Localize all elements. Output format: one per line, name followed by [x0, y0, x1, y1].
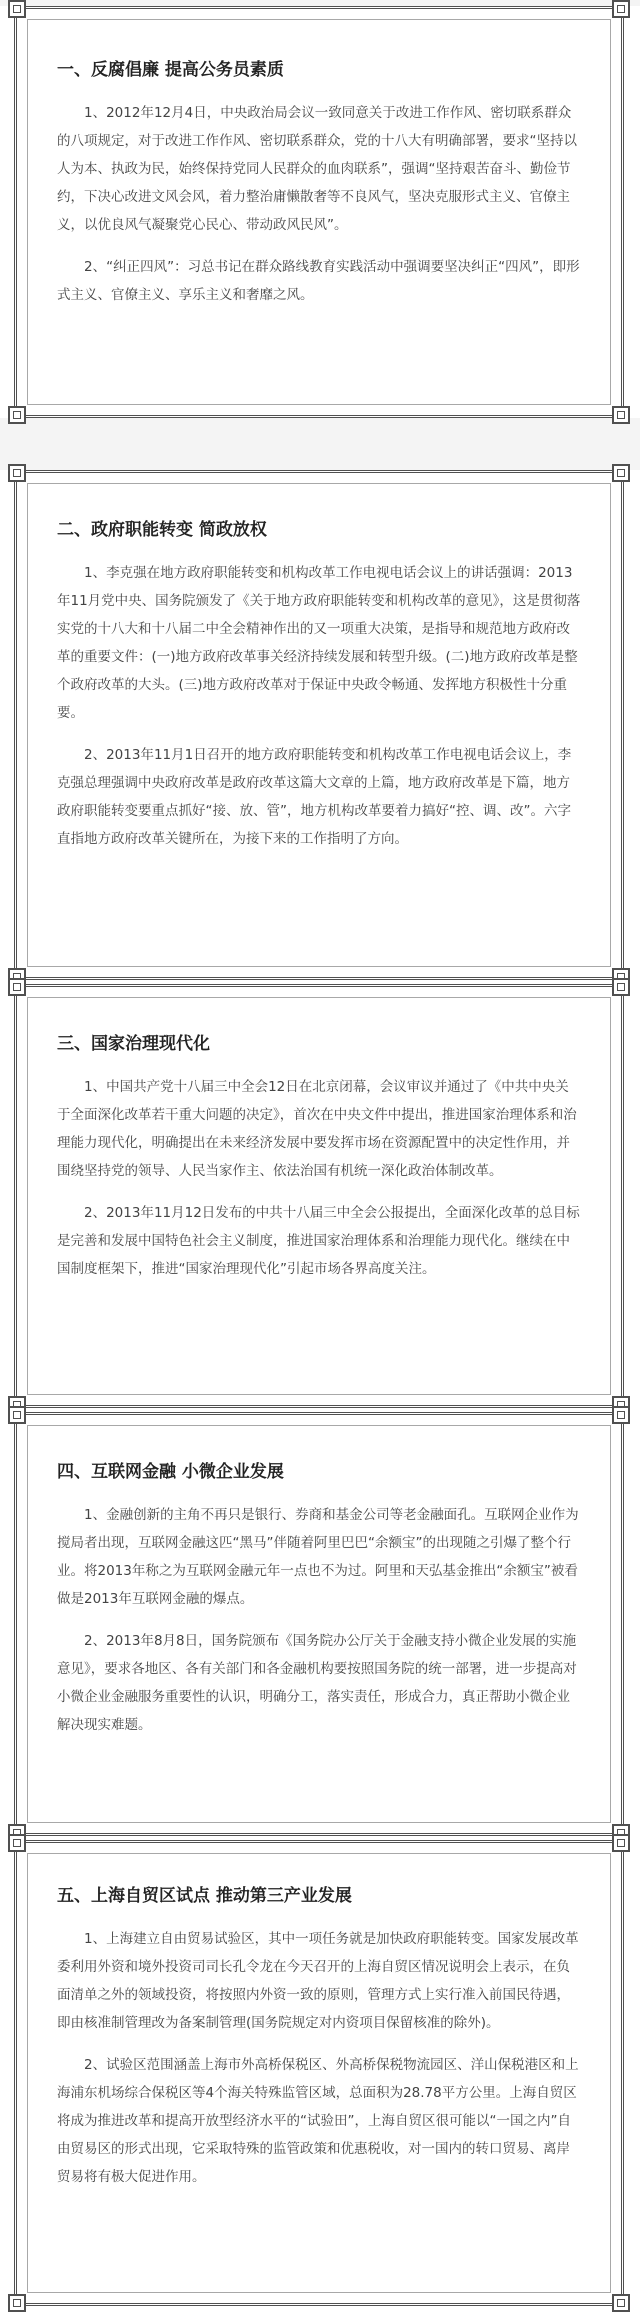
section-panel-national-governance — [14, 984, 624, 1408]
corner-ornament — [8, 1834, 26, 1852]
corner-ornament — [612, 1834, 630, 1852]
section-panel-internet-finance — [14, 1412, 624, 1836]
section-panel-shanghai-ftz — [14, 1840, 624, 2306]
corner-ornament — [8, 464, 26, 482]
corner-ornament — [8, 406, 26, 424]
section-panel-government-function — [14, 470, 624, 980]
section-paragraph: 2、2013年11月1日召开的地方政府职能转变和机构改革工作电视电话会议上，李克强总理强调中央政府改革是政府改革这篇大文章的上篇，地方政府改革是下篇，地方政府职能转变要重点抓好“接、放、管”，地方机构改革要着力搞好“控、调、改”。六字直指地方政府改革关键所在，为接下来的工作指明了方向。 — [57, 747, 572, 848]
section-panel-anti-corruption — [14, 6, 624, 418]
corner-ornament — [8, 0, 26, 18]
section-title: 一、反腐倡廉 提高公务员素质 — [57, 60, 284, 80]
section-paragraph: 1、上海建立自由贸易试验区，其中一项任务就是加快政府职能转变。国家发展改革委利用外资和境外投资司司长孔令龙在今天召开的上海自贸区情况说明会上表示，在负面清单之外的领域投资，将按照内外资一致的原则，管理方式上实行准入前国民待遇，即由核准制管理改为备案制管理(国务院规定对内资项目保留核准的除外)。 — [57, 1931, 579, 2032]
corner-ornament — [8, 1406, 26, 1424]
section-title: 三、国家治理现代化 — [57, 1034, 210, 1054]
corner-ornament — [8, 2294, 26, 2312]
section-title: 五、上海自贸区试点 推动第三产业发展 — [57, 1886, 352, 1906]
corner-ornament — [612, 406, 630, 424]
section-gap — [0, 418, 640, 470]
section-paragraph: 1、中国共产党十八届三中全会12日在北京闭幕，会议审议并通过了《中共中央关于全面深化改革若干重大问题的决定》，首次在中央文件中提出，推进国家治理体系和治理能力现代化，明确提出在未来经济发展中要发挥市场在资源配置中的决定性作用，并围绕坚持党的领导、人民当家作主、依法治国有机统一深化政治体制改革。 — [57, 1079, 577, 1180]
section-paragraph: 1、李克强在地方政府职能转变和机构改革工作电视电话会议上的讲话强调：2013年11月党中央、国务院颁发了《关于地方政府职能转变和机构改革的意见》，这是贯彻落实党的十八大和十八届二中全会精神作出的又一项重大决策，是指导和规范地方政府改革的重要文件：(一)地方政府改革事关经济持续发展和转型升级。(二)地方政府改革是整个政府改革的大头。(三)地方政府改革对于保证中央政令畅通、发挥地方积极性十分重要。 — [57, 565, 581, 722]
section-paragraph: 2、试验区范围涵盖上海市外高桥保税区、外高桥保税物流园区、洋山保税港区和上海浦东机场综合保税区等4个海关特殊监管区域，总面积为28.78平方公里。上海自贸区将成为推进改革和提高开放型经济水平的“试验田”，上海自贸区很可能以“一国之内”自由贸易区的形式出现，它采取特殊的监管政策和优惠税收，对一国内的转口贸易、离岸贸易将有极大促进作用。 — [57, 2057, 579, 2186]
corner-ornament — [612, 2294, 630, 2312]
section-paragraph: 2、“纠正四风”：习总书记在群众路线教育实践活动中强调要坚决纠正“四风”，即形式主义、官僚主义、享乐主义和奢靡之风。 — [57, 259, 580, 304]
corner-ornament — [612, 464, 630, 482]
corner-ornament — [8, 978, 26, 996]
corner-ornament — [612, 0, 630, 18]
section-paragraph: 2、2013年11月12日发布的中共十八届三中全会公报提出，全面深化改革的总目标是完善和发展中国特色社会主义制度，推进国家治理体系和治理能力现代化。继续在中国制度框架下，推进“国家治理现代化”引起市场各界高度关注。 — [57, 1205, 580, 1278]
section-paragraph: 2、2013年8月8日，国务院颁布《国务院办公厅关于金融支持小微企业发展的实施意见》，要求各地区、各有关部门和各金融机构要按照国务院的统一部署，进一步提高对小微企业金融服务重要性的认识，明确分工，落实责任，形成合力，真正帮助小微企业解决现实难题。 — [57, 1633, 577, 1734]
corner-ornament — [612, 978, 630, 996]
section-paragraph: 1、金融创新的主角不再只是银行、券商和基金公司等老金融面孔。互联网企业作为搅局者出现，互联网金融这匹“黑马”伴随着阿里巴巴“余额宝”的出现随之引爆了整个行业。将2013年称之为互联网金融元年一点也不为过。阿里和天弘基金推出“余额宝”被看做是2013年互联网金融的爆点。 — [57, 1507, 579, 1608]
section-paragraph: 1、2012年12月4日，中央政治局会议一致同意关于改进工作作风、密切联系群众的八项规定，对于改进工作作风、密切联系群众，党的十八大有明确部署，要求“坚持以人为本、执政为民，始终保持党同人民群众的血肉联系”，强调“坚持艰苦奋斗、勤俭节约，下决心改进文风会风，着力整治庸懒散奢等不良风气，坚决克服形式主义、官僚主义，以优良风气凝聚党心民心、带动政风民风”。 — [57, 105, 577, 234]
section-title: 二、政府职能转变 简政放权 — [57, 520, 267, 540]
section-title: 四、互联网金融 小微企业发展 — [57, 1462, 284, 1482]
corner-ornament — [612, 1406, 630, 1424]
